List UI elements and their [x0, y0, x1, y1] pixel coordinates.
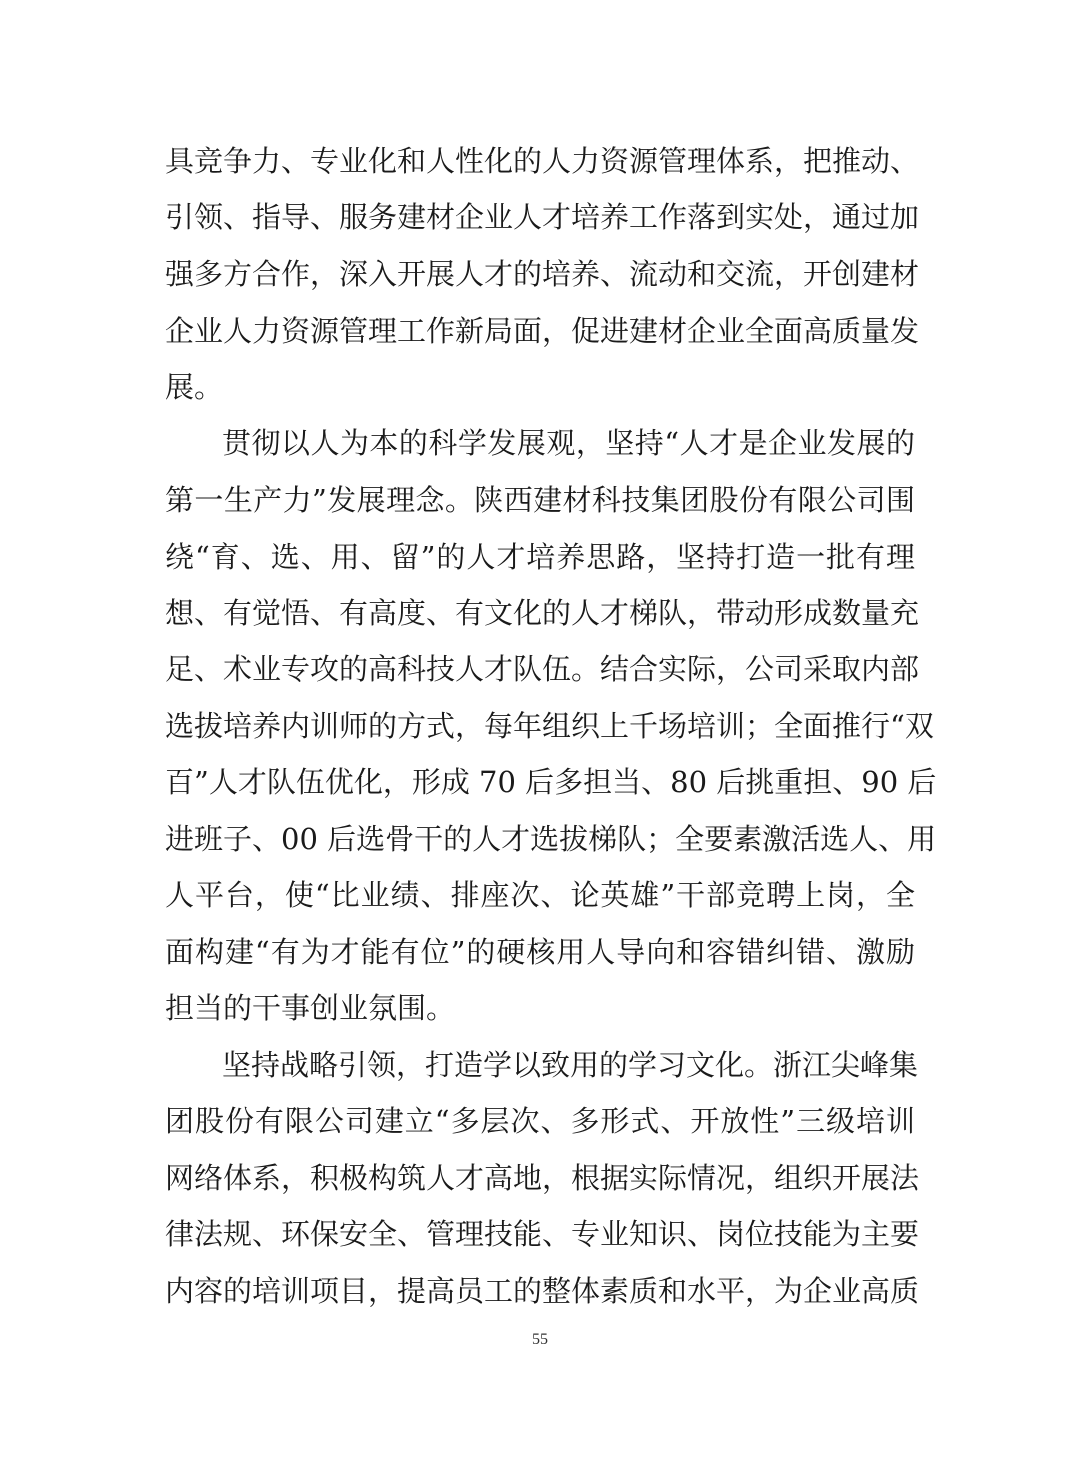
paragraph-line: 担当的干事创业氛围。	[165, 991, 456, 1025]
paragraph-line: 进班子、00 后选骨干的人才选拔梯队；全要素激活选人、用	[165, 822, 937, 856]
paragraph-line: 网络体系，积极构筑人才高地，根据实际情况，组织开展法	[165, 1161, 920, 1195]
paragraph-line: 企业人力资源管理工作新局面，促进建材企业全面高质量发	[165, 314, 920, 348]
paragraph-line: 人平台，使“比业绩、排座次、论英雄”干部竞聘上岗，全	[165, 878, 915, 912]
paragraph-line: 面构建“有为才能有位”的硬核用人导向和容错纠错、激励	[165, 935, 915, 969]
paragraph-line: 具竞争力、专业化和人性化的人力资源管理体系，把推动、	[165, 144, 920, 178]
page-number: 55	[532, 1331, 548, 1348]
paragraph-line: 足、术业专攻的高科技人才队伍。结合实际，公司采取内部	[165, 652, 920, 686]
paragraph-line: 内容的培训项目，提高员工的整体素质和水平，为企业高质	[165, 1274, 920, 1308]
paragraph-line: 百”人才队伍优化，形成 70 后多担当、80 后挑重担、90 后	[165, 765, 937, 799]
paragraph-line: 绕“育、选、用、留”的人才培养思路，坚持打造一批有理	[165, 540, 915, 574]
paragraph-line: 选拔培养内训师的方式，每年组织上千场培训；全面推行“双	[165, 709, 934, 743]
paragraph-line: 律法规、环保安全、管理技能、专业知识、岗位技能为主要	[165, 1217, 920, 1251]
paragraph-line: 强多方合作，深入开展人才的培养、流动和交流，开创建材	[165, 257, 920, 291]
paragraph-line: 引领、指导、服务建材企业人才培养工作落到实处，通过加	[165, 200, 920, 234]
paragraph-line: 团股份有限公司建立“多层次、多形式、开放性”三级培训	[165, 1104, 915, 1138]
paragraph-line: 坚持战略引领，打造学以致用的学习文化。浙江尖峰集	[222, 1048, 919, 1082]
paragraph-line: 第一生产力”发展理念。陕西建材科技集团股份有限公司围	[165, 483, 915, 517]
paragraph-line: 展。	[165, 370, 224, 404]
paragraph-line: 想、有觉悟、有高度、有文化的人才梯队，带动形成数量充	[165, 596, 920, 630]
paragraph-line: 贯彻以人为本的科学发展观，坚持“人才是企业发展的	[222, 426, 915, 460]
